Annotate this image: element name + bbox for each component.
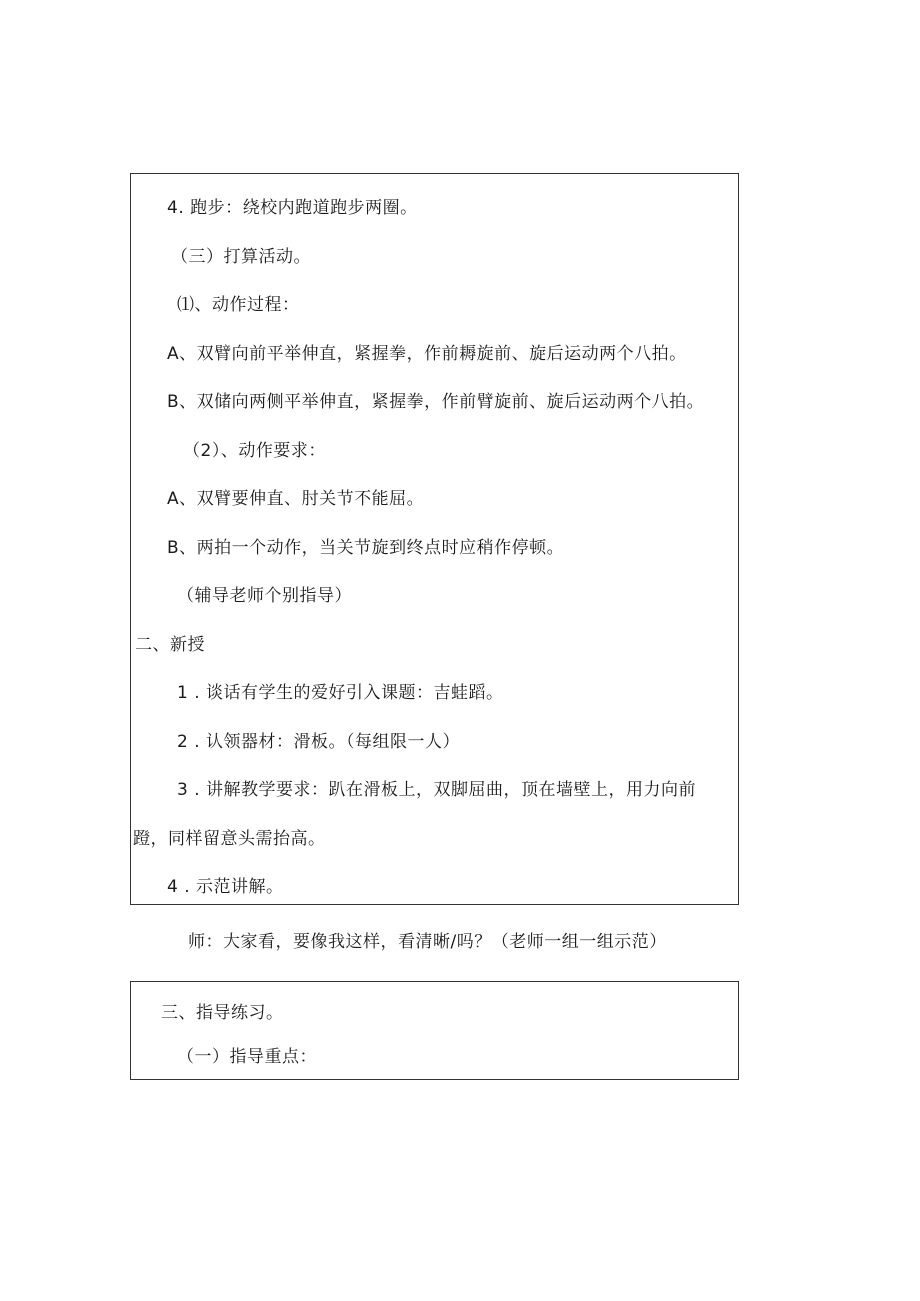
text-line-item-1: 1 . 谈话有学生的爱好引入课题：吉蛙蹈。 [177, 683, 504, 703]
section-heading-new-lesson: 二、新授 [135, 635, 205, 655]
text-line-action-b: B、双储向两侧平举伸直，紧握拳，作前臂旋前、旋后运动两个八拍。 [167, 392, 705, 412]
text-line-action-a: A、双臂向前平举伸直，紧握拳，作前耨旋前、旋后运动两个八拍。 [167, 344, 687, 364]
text-line-prep-activity: （三）打算活动。 [171, 247, 311, 267]
text-line-requirement-a: A、双臂要伸直、肘关节不能屈。 [167, 489, 425, 509]
text-line-guidance-focus: （一）指导重点： [177, 1047, 317, 1067]
text-line-item-3: 3 . 讲解教学要求：趴在滑板上，双脚屈曲，顶在墙壁上，用力向前 [177, 780, 697, 800]
text-line-running: 4. 跑步：绕校内跑道跑步两圈。 [167, 198, 418, 218]
text-line-requirement-b: B、两拍一个动作，当关节旋到终点时应稍作停顿。 [167, 538, 565, 558]
text-line-item-3-continued: 蹬，同样留意头需抬高。 [133, 829, 326, 849]
text-line-item-2: 2 . 认领器材：滑板。（每组限一人） [177, 732, 461, 752]
text-line-tutor-guidance: （辅导老师个别指导） [177, 586, 352, 606]
text-line-item-4: 4 . 示范讲解。 [167, 877, 284, 897]
text-line-action-requirements: （2）、动作要求： [183, 441, 326, 461]
lesson-content-box [130, 173, 739, 905]
section-heading-guided-practice: 三、指导练习。 [161, 1003, 284, 1023]
guided-practice-box [130, 981, 739, 1080]
text-line-action-process: ⑴、动作过程： [177, 295, 300, 315]
teacher-demo-text: 师：大家看，要像我这样，看清晰/吗？（老师一组一组示范） [188, 932, 667, 952]
